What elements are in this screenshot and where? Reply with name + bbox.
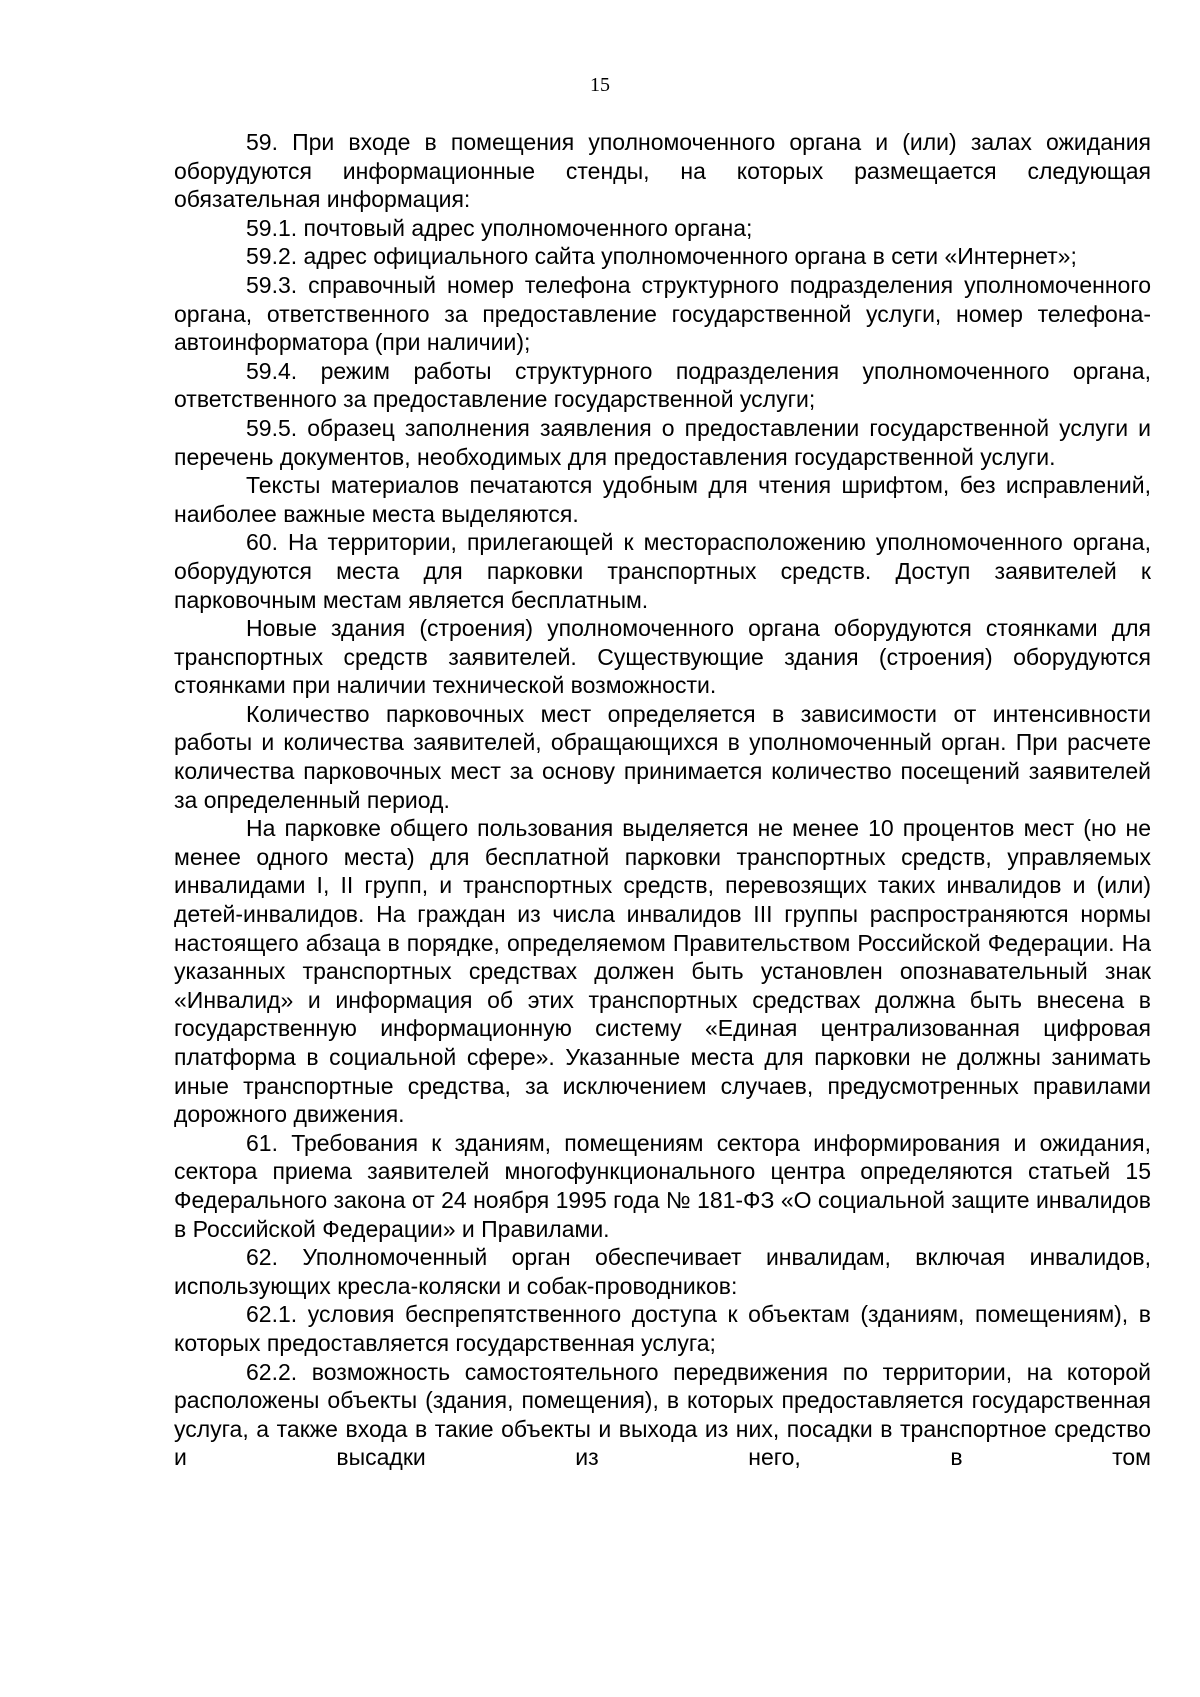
paragraph-61: 61. Требования к зданиям, помещениям сектора информирования и ожидания, сектора приема заявителей многофункционального центра определяются статьей 15 Федерального закона от 24 ноября 1995 года № 181-ФЗ «О социальной защите инвалидов в Российской Федерации» и Правилами. (174, 1129, 1151, 1242)
paragraph-59-3: 59.3. справочный номер телефона структурного подразделения уполномоченного органа, ответственного за предоставление государственной услуги, номер телефона-автоинформатора (при наличии); (174, 271, 1151, 356)
document-body (174, 128, 1151, 1472)
paragraph-texts-materials: Тексты материалов печатаются удобным для чтения шрифтом, без исправлений, наиболее важные места выделяются. (174, 472, 1151, 527)
paragraph-59: 59. При входе в помещения уполномоченного органа и (или) залах ожидания оборудуются информационные стенды, на которых размещается следующая обязательная информация: (174, 129, 1151, 213)
paragraph-59-4: 59.4. режим работы структурного подразделения уполномоченного органа, ответственного за предоставление государственной услуги; (174, 357, 1151, 413)
page-number: 15 (590, 74, 610, 96)
paragraph-62: 62. Уполномоченный орган обеспечивает инвалидам, включая инвалидов, использующих кресла-коляски и собак-проводников: (174, 1244, 1151, 1299)
paragraph-disabled-parking: На парковке общего пользования выделяется не менее 10 процентов мест (но не менее одного места) для бесплатной парковки транспортных средств, управляемых инвалидами I, II групп, и транспортных средств, перевозящих таких инвалидов и (или) детей-инвалидов. На граждан из числа инвалидов III группы распространяются нормы настоящего абзаца в порядке, определяемом Правительством Российской Федерации. На указанных транспортных средствах должен быть установлен опознавательный знак «Инвалид» и информация об этих транспортных средствах должна быть внесена в государственную информационную систему «Единая централизованная цифровая платформа в социальной сфере». Указанные места для парковки не должны занимать иные транспортные средства, за исключением случаев, предусмотренных правилами дорожного движения. (174, 815, 1151, 1128)
paragraph-new-buildings: Новые здания (строения) уполномоченного органа оборудуются стоянками для транспортных средств заявителей. Существующие здания (строения) оборудуются стоянками при наличии технической возможности. (174, 615, 1151, 699)
paragraph-62-1: 62.1. условия беспрепятственного доступа к объектам (зданиям, помещениям), в которых предоставляется государственная услуга; (174, 1301, 1151, 1356)
paragraph-59-5: 59.5. образец заполнения заявления о предоставлении государственной услуги и перечень документов, необходимых для предоставления государственной услуги. (174, 414, 1151, 470)
paragraph-60: 60. На территории, прилегающей к месторасположению уполномоченного органа, оборудуются места для парковки транспортных средств. Доступ заявителей к парковочным местам является бесплатным. (174, 529, 1151, 613)
paragraph-59-2: 59.2. адрес официального сайта уполномоченного органа в сети «Интернет»; (246, 243, 1077, 270)
paragraph-62-2: 62.2. возможность самостоятельного передвижения по территории, на которой расположены объекты (здания, помещения), в которых предоставляется государственная услуга, а также входа в такие объекты и выхода из них, посадки в транспортное средство и высадки из него, в том (174, 1358, 1151, 1471)
paragraph-59-1: 59.1. почтовый адрес уполномоченного органа; (246, 214, 753, 241)
paragraph-parking-count: Количество парковочных мест определяется в зависимости от интенсивности работы и количества заявителей, обращающихся в уполномоченный орган. При расчете количества парковочных мест за основу принимается количество посещений заявителей за определенный период. (174, 700, 1151, 813)
